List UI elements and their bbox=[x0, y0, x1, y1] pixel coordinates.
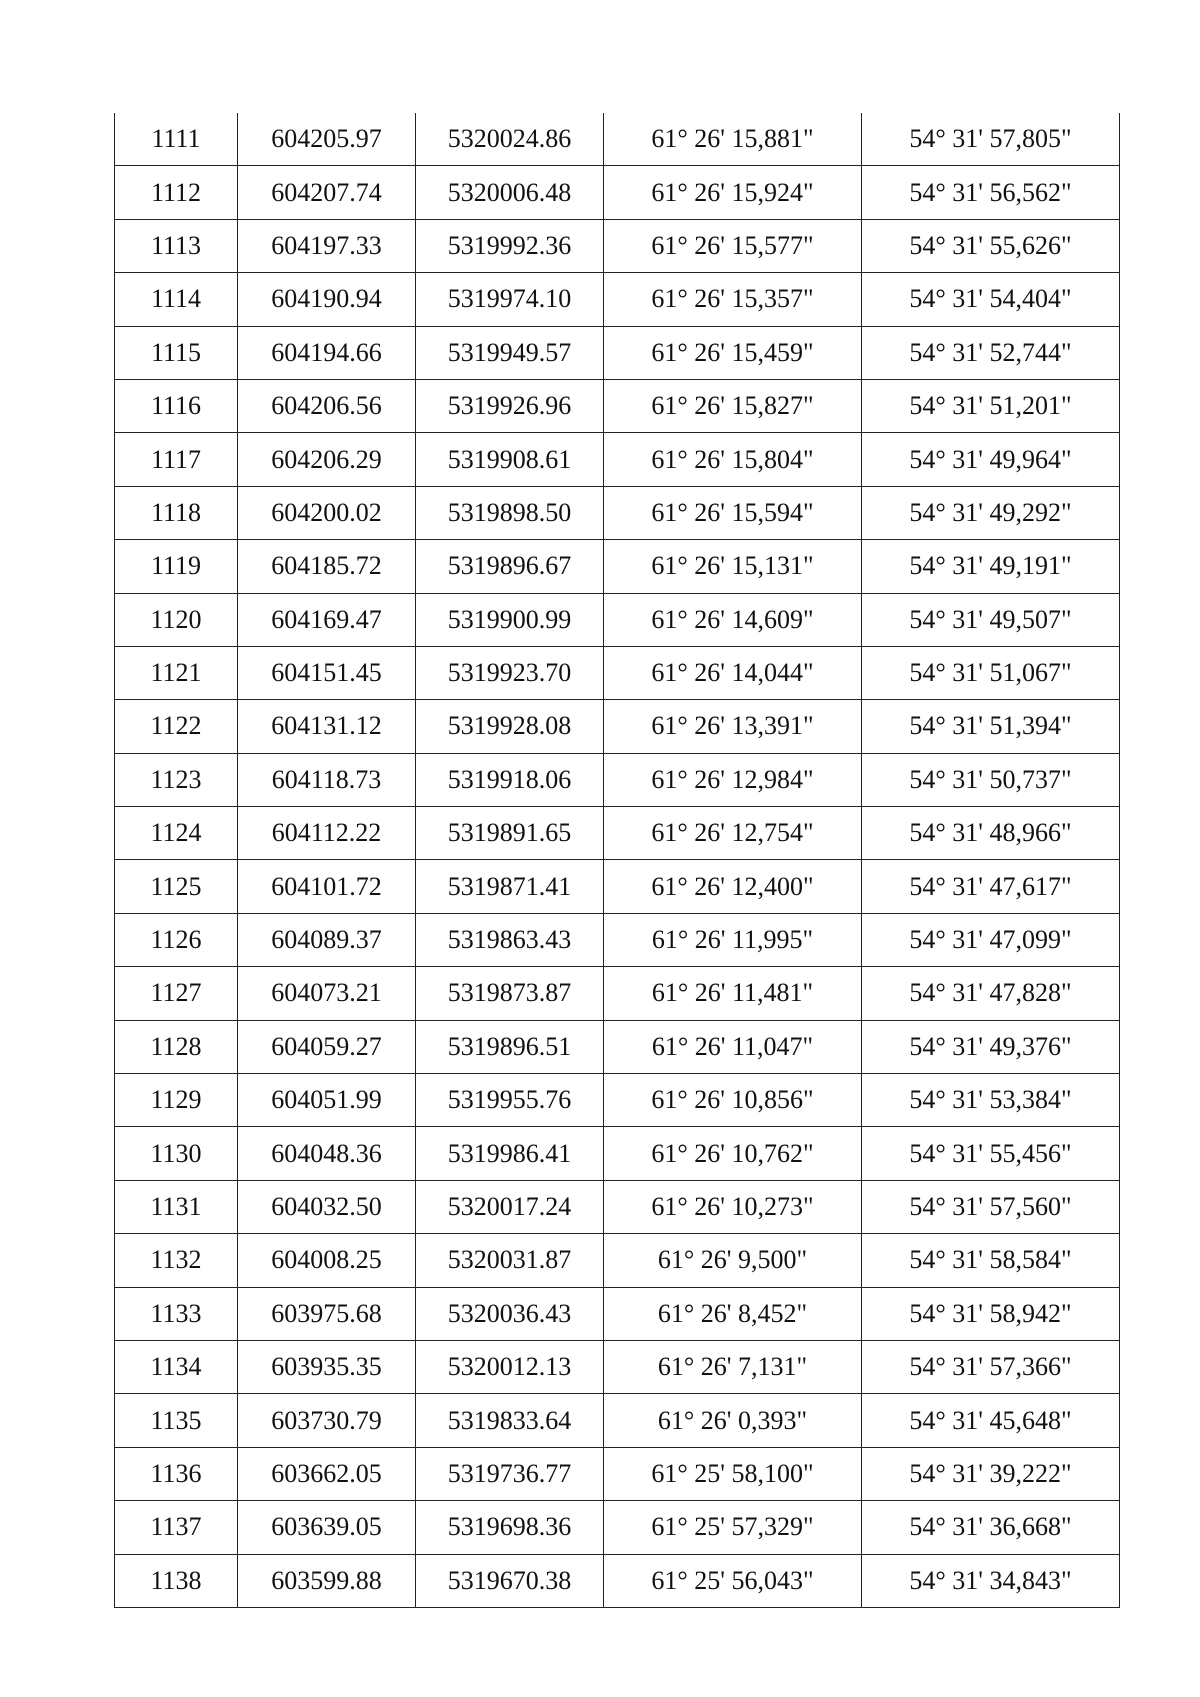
y-coordinate-cell: 5319986.41 bbox=[416, 1127, 604, 1180]
table-row bbox=[115, 1180, 1120, 1233]
table-row bbox=[115, 219, 1120, 272]
coordinates-table bbox=[114, 113, 1120, 1608]
table-row bbox=[115, 1234, 1120, 1287]
table-row bbox=[115, 1287, 1120, 1340]
latitude-cell: 54° 31' 55,456" bbox=[862, 1127, 1120, 1180]
longitude-cell: 61° 26' 8,452" bbox=[604, 1287, 862, 1340]
point-number-cell: 1136 bbox=[115, 1447, 238, 1500]
point-number-cell: 1127 bbox=[115, 967, 238, 1020]
point-number-cell: 1135 bbox=[115, 1394, 238, 1447]
point-number-cell: 1137 bbox=[115, 1501, 238, 1554]
latitude-cell: 54° 31' 56,562" bbox=[862, 166, 1120, 219]
latitude-cell: 54° 31' 58,584" bbox=[862, 1234, 1120, 1287]
table-row bbox=[115, 113, 1120, 166]
latitude-cell: 54° 31' 51,201" bbox=[862, 379, 1120, 432]
point-number-cell: 1134 bbox=[115, 1340, 238, 1393]
point-number-cell: 1115 bbox=[115, 326, 238, 379]
point-number-cell: 1117 bbox=[115, 433, 238, 486]
y-coordinate-cell: 5319908.61 bbox=[416, 433, 604, 486]
longitude-cell: 61° 26' 11,481" bbox=[604, 967, 862, 1020]
point-number-cell: 1130 bbox=[115, 1127, 238, 1180]
longitude-cell: 61° 26' 15,577" bbox=[604, 219, 862, 272]
table-row bbox=[115, 593, 1120, 646]
y-coordinate-cell: 5320012.13 bbox=[416, 1340, 604, 1393]
longitude-cell: 61° 26' 10,273" bbox=[604, 1180, 862, 1233]
longitude-cell: 61° 26' 10,762" bbox=[604, 1127, 862, 1180]
x-coordinate-cell: 604197.33 bbox=[238, 219, 416, 272]
table-row bbox=[115, 1127, 1120, 1180]
x-coordinate-cell: 604200.02 bbox=[238, 486, 416, 539]
table-row bbox=[115, 166, 1120, 219]
point-number-cell: 1113 bbox=[115, 219, 238, 272]
table-row bbox=[115, 379, 1120, 432]
point-number-cell: 1124 bbox=[115, 807, 238, 860]
longitude-cell: 61° 26' 0,393" bbox=[604, 1394, 862, 1447]
table-row bbox=[115, 486, 1120, 539]
table-row bbox=[115, 700, 1120, 753]
longitude-cell: 61° 26' 15,459" bbox=[604, 326, 862, 379]
x-coordinate-cell: 603935.35 bbox=[238, 1340, 416, 1393]
longitude-cell: 61° 26' 12,400" bbox=[604, 860, 862, 913]
latitude-cell: 54° 31' 57,560" bbox=[862, 1180, 1120, 1233]
longitude-cell: 61° 26' 13,391" bbox=[604, 700, 862, 753]
point-number-cell: 1111 bbox=[115, 113, 238, 166]
x-coordinate-cell: 604151.45 bbox=[238, 646, 416, 699]
longitude-cell: 61° 26' 15,827" bbox=[604, 379, 862, 432]
x-coordinate-cell: 604205.97 bbox=[238, 113, 416, 166]
longitude-cell: 61° 25' 57,329" bbox=[604, 1501, 862, 1554]
x-coordinate-cell: 603730.79 bbox=[238, 1394, 416, 1447]
x-coordinate-cell: 604112.22 bbox=[238, 807, 416, 860]
x-coordinate-cell: 604206.56 bbox=[238, 379, 416, 432]
latitude-cell: 54° 31' 52,744" bbox=[862, 326, 1120, 379]
table-row bbox=[115, 1340, 1120, 1393]
table-row bbox=[115, 1074, 1120, 1127]
x-coordinate-cell: 604118.73 bbox=[238, 753, 416, 806]
latitude-cell: 54° 31' 53,384" bbox=[862, 1074, 1120, 1127]
table-row bbox=[115, 1394, 1120, 1447]
x-coordinate-cell: 603975.68 bbox=[238, 1287, 416, 1340]
y-coordinate-cell: 5319736.77 bbox=[416, 1447, 604, 1500]
y-coordinate-cell: 5320017.24 bbox=[416, 1180, 604, 1233]
y-coordinate-cell: 5320031.87 bbox=[416, 1234, 604, 1287]
longitude-cell: 61° 26' 11,047" bbox=[604, 1020, 862, 1073]
x-coordinate-cell: 604008.25 bbox=[238, 1234, 416, 1287]
y-coordinate-cell: 5319898.50 bbox=[416, 486, 604, 539]
point-number-cell: 1128 bbox=[115, 1020, 238, 1073]
point-number-cell: 1133 bbox=[115, 1287, 238, 1340]
point-number-cell: 1129 bbox=[115, 1074, 238, 1127]
x-coordinate-cell: 604048.36 bbox=[238, 1127, 416, 1180]
latitude-cell: 54° 31' 58,942" bbox=[862, 1287, 1120, 1340]
table-row bbox=[115, 913, 1120, 966]
x-coordinate-cell: 603662.05 bbox=[238, 1447, 416, 1500]
latitude-cell: 54° 31' 54,404" bbox=[862, 273, 1120, 326]
latitude-cell: 54° 31' 47,099" bbox=[862, 913, 1120, 966]
x-coordinate-cell: 604059.27 bbox=[238, 1020, 416, 1073]
y-coordinate-cell: 5319955.76 bbox=[416, 1074, 604, 1127]
latitude-cell: 54° 31' 48,966" bbox=[862, 807, 1120, 860]
point-number-cell: 1120 bbox=[115, 593, 238, 646]
y-coordinate-cell: 5319833.64 bbox=[416, 1394, 604, 1447]
table-row bbox=[115, 967, 1120, 1020]
table-row bbox=[115, 1501, 1120, 1554]
y-coordinate-cell: 5319896.51 bbox=[416, 1020, 604, 1073]
table-row bbox=[115, 1020, 1120, 1073]
longitude-cell: 61° 26' 12,754" bbox=[604, 807, 862, 860]
longitude-cell: 61° 26' 14,609" bbox=[604, 593, 862, 646]
point-number-cell: 1138 bbox=[115, 1554, 238, 1607]
y-coordinate-cell: 5320024.86 bbox=[416, 113, 604, 166]
y-coordinate-cell: 5319926.96 bbox=[416, 379, 604, 432]
table-row bbox=[115, 646, 1120, 699]
latitude-cell: 54° 31' 45,648" bbox=[862, 1394, 1120, 1447]
y-coordinate-cell: 5319670.38 bbox=[416, 1554, 604, 1607]
point-number-cell: 1123 bbox=[115, 753, 238, 806]
coordinates-table-body bbox=[115, 113, 1120, 1607]
point-number-cell: 1116 bbox=[115, 379, 238, 432]
y-coordinate-cell: 5319928.08 bbox=[416, 700, 604, 753]
table-row bbox=[115, 540, 1120, 593]
point-number-cell: 1119 bbox=[115, 540, 238, 593]
x-coordinate-cell: 604131.12 bbox=[238, 700, 416, 753]
x-coordinate-cell: 604101.72 bbox=[238, 860, 416, 913]
latitude-cell: 54° 31' 51,394" bbox=[862, 700, 1120, 753]
point-number-cell: 1132 bbox=[115, 1234, 238, 1287]
y-coordinate-cell: 5319974.10 bbox=[416, 273, 604, 326]
x-coordinate-cell: 604190.94 bbox=[238, 273, 416, 326]
latitude-cell: 54° 31' 50,737" bbox=[862, 753, 1120, 806]
point-number-cell: 1131 bbox=[115, 1180, 238, 1233]
x-coordinate-cell: 604051.99 bbox=[238, 1074, 416, 1127]
y-coordinate-cell: 5319949.57 bbox=[416, 326, 604, 379]
longitude-cell: 61° 26' 15,881" bbox=[604, 113, 862, 166]
longitude-cell: 61° 25' 58,100" bbox=[604, 1447, 862, 1500]
y-coordinate-cell: 5319992.36 bbox=[416, 219, 604, 272]
y-coordinate-cell: 5319900.99 bbox=[416, 593, 604, 646]
latitude-cell: 54° 31' 55,626" bbox=[862, 219, 1120, 272]
point-number-cell: 1114 bbox=[115, 273, 238, 326]
x-coordinate-cell: 604206.29 bbox=[238, 433, 416, 486]
latitude-cell: 54° 31' 36,668" bbox=[862, 1501, 1120, 1554]
x-coordinate-cell: 604185.72 bbox=[238, 540, 416, 593]
y-coordinate-cell: 5319918.06 bbox=[416, 753, 604, 806]
latitude-cell: 54° 31' 47,617" bbox=[862, 860, 1120, 913]
x-coordinate-cell: 604169.47 bbox=[238, 593, 416, 646]
table-row bbox=[115, 433, 1120, 486]
longitude-cell: 61° 26' 7,131" bbox=[604, 1340, 862, 1393]
table-row bbox=[115, 807, 1120, 860]
latitude-cell: 54° 31' 49,964" bbox=[862, 433, 1120, 486]
latitude-cell: 54° 31' 49,191" bbox=[862, 540, 1120, 593]
y-coordinate-cell: 5319871.41 bbox=[416, 860, 604, 913]
longitude-cell: 61° 26' 12,984" bbox=[604, 753, 862, 806]
y-coordinate-cell: 5319698.36 bbox=[416, 1501, 604, 1554]
y-coordinate-cell: 5319873.87 bbox=[416, 967, 604, 1020]
point-number-cell: 1122 bbox=[115, 700, 238, 753]
latitude-cell: 54° 31' 34,843" bbox=[862, 1554, 1120, 1607]
point-number-cell: 1121 bbox=[115, 646, 238, 699]
table-row bbox=[115, 860, 1120, 913]
longitude-cell: 61° 26' 11,995" bbox=[604, 913, 862, 966]
latitude-cell: 54° 31' 47,828" bbox=[862, 967, 1120, 1020]
point-number-cell: 1125 bbox=[115, 860, 238, 913]
latitude-cell: 54° 31' 49,507" bbox=[862, 593, 1120, 646]
table-row bbox=[115, 326, 1120, 379]
y-coordinate-cell: 5319896.67 bbox=[416, 540, 604, 593]
longitude-cell: 61° 26' 15,924" bbox=[604, 166, 862, 219]
point-number-cell: 1112 bbox=[115, 166, 238, 219]
latitude-cell: 54° 31' 57,366" bbox=[862, 1340, 1120, 1393]
x-coordinate-cell: 604207.74 bbox=[238, 166, 416, 219]
longitude-cell: 61° 26' 15,594" bbox=[604, 486, 862, 539]
latitude-cell: 54° 31' 57,805" bbox=[862, 113, 1120, 166]
longitude-cell: 61° 26' 9,500" bbox=[604, 1234, 862, 1287]
x-coordinate-cell: 604089.37 bbox=[238, 913, 416, 966]
table-row bbox=[115, 273, 1120, 326]
x-coordinate-cell: 604032.50 bbox=[238, 1180, 416, 1233]
longitude-cell: 61° 26' 14,044" bbox=[604, 646, 862, 699]
y-coordinate-cell: 5319863.43 bbox=[416, 913, 604, 966]
table-row bbox=[115, 753, 1120, 806]
latitude-cell: 54° 31' 49,376" bbox=[862, 1020, 1120, 1073]
longitude-cell: 61° 26' 15,131" bbox=[604, 540, 862, 593]
x-coordinate-cell: 604194.66 bbox=[238, 326, 416, 379]
x-coordinate-cell: 603639.05 bbox=[238, 1501, 416, 1554]
longitude-cell: 61° 26' 15,804" bbox=[604, 433, 862, 486]
latitude-cell: 54° 31' 49,292" bbox=[862, 486, 1120, 539]
table-row bbox=[115, 1447, 1120, 1500]
y-coordinate-cell: 5319891.65 bbox=[416, 807, 604, 860]
y-coordinate-cell: 5320006.48 bbox=[416, 166, 604, 219]
longitude-cell: 61° 26' 10,856" bbox=[604, 1074, 862, 1127]
table-row bbox=[115, 1554, 1120, 1607]
y-coordinate-cell: 5319923.70 bbox=[416, 646, 604, 699]
point-number-cell: 1118 bbox=[115, 486, 238, 539]
x-coordinate-cell: 603599.88 bbox=[238, 1554, 416, 1607]
longitude-cell: 61° 25' 56,043" bbox=[604, 1554, 862, 1607]
latitude-cell: 54° 31' 51,067" bbox=[862, 646, 1120, 699]
longitude-cell: 61° 26' 15,357" bbox=[604, 273, 862, 326]
y-coordinate-cell: 5320036.43 bbox=[416, 1287, 604, 1340]
latitude-cell: 54° 31' 39,222" bbox=[862, 1447, 1120, 1500]
point-number-cell: 1126 bbox=[115, 913, 238, 966]
x-coordinate-cell: 604073.21 bbox=[238, 967, 416, 1020]
